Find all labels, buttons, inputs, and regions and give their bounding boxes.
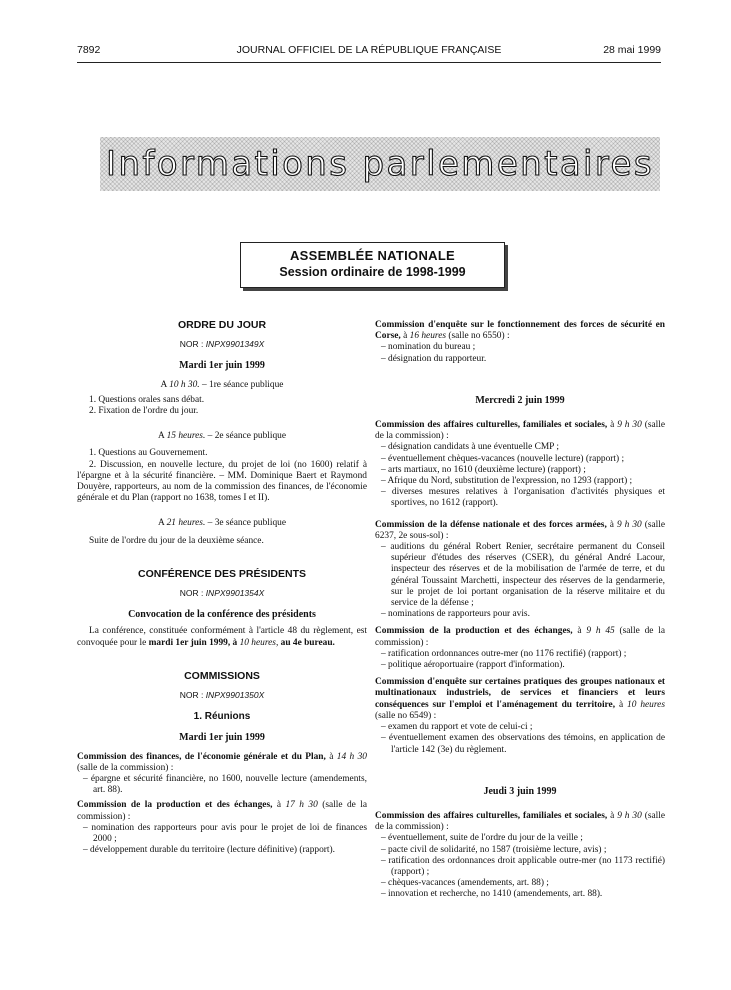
sitting-date: Jeudi 3 juin 1999 bbox=[483, 785, 557, 797]
commission-heading: Commission d'enquête sur le fonctionnement des forces de sécurité en Corse, à 16 heures (salle no 6550) : bbox=[375, 320, 665, 342]
meeting-item: – éventuellement examen des observations des témoins, en application de l'article 142 (3e) du règlement. bbox=[381, 733, 665, 755]
meeting-item: – épargne et sécurité financière, no 1600, nouvelle lecture (amendements, art. 88). bbox=[83, 774, 367, 796]
convocation-text: La conférence, constituée conformément à l'article 48 du règlement, est convoquée pour le mardi 1er juin 1999, à 10 heures, au 4e bureau. bbox=[77, 626, 367, 648]
meeting-item: – auditions du général Robert Renier, secrétaire permanent du Conseil supérieur d'études des réserves (CSER), du général André Lacour, inspecteur des réserves et de la mobilisation de l'armée de terre, et du général Toussaint Marchetti, inspecteur des réserves de la gendarmerie, sur le projet de loi portant organisation de la réserve militaire et du service de la défense ; bbox=[381, 542, 665, 609]
meeting-item: – nomination du bureau ; bbox=[381, 342, 476, 353]
section-title: COMMISSIONS bbox=[184, 669, 260, 682]
agenda-item: 2. Fixation de l'ordre du jour. bbox=[89, 406, 199, 417]
commission-heading: Commission de la production et des échanges, à 9 h 45 (salle de la commission) : bbox=[375, 626, 665, 648]
meeting-item: – nomination des rapporteurs pour avis pour le projet de loi de finances 2000 ; bbox=[83, 822, 367, 845]
left-column bbox=[77, 320, 367, 857]
right-column bbox=[375, 320, 665, 901]
running-header bbox=[77, 44, 661, 58]
meeting-item: – politique aéroportuaire (rapport d'information). bbox=[381, 660, 565, 671]
meeting-item: – désignation du rapporteur. bbox=[381, 353, 487, 364]
issue-date: 28 mai 1999 bbox=[603, 44, 661, 56]
header-rule bbox=[77, 62, 661, 63]
sitting-heading: A 21 heures. – 3e séance publique bbox=[157, 518, 287, 529]
section-title: CONFÉRENCE DES PRÉSIDENTS bbox=[137, 567, 307, 580]
session-name: Session ordinaire de 1998-1999 bbox=[279, 265, 466, 279]
meeting-item: – diverses mesures relatives à l'organisation d'activités physiques et sportives, no 1612 (rapport). bbox=[381, 487, 665, 509]
section-banner bbox=[100, 137, 660, 191]
meeting-item: – éventuellement, suite de l'ordre du jour de la veille ; bbox=[381, 833, 583, 844]
sitting-heading: A 15 heures. – 2e séance publique bbox=[157, 431, 287, 442]
meeting-item: – désignation candidats à une éventuelle CMP ; bbox=[381, 442, 559, 453]
chamber-box bbox=[240, 242, 505, 288]
journal-title: JOURNAL OFFICIEL DE LA RÉPUBLIQUE FRANÇAISE bbox=[236, 44, 502, 56]
meeting-item: – Afrique du Nord, substitution de l'expression, no 1293 (rapport) ; bbox=[381, 476, 633, 487]
meeting-item: – chèques-vacances (amendements, art. 88) ; bbox=[381, 878, 549, 889]
meeting-item: – arts martiaux, no 1610 (deuxième lecture) (rapport) ; bbox=[381, 464, 586, 475]
commission-heading: Commission des finances, de l'économie générale et du Plan, à 14 h 30 (salle de la commission) : bbox=[77, 751, 367, 773]
sitting-date: Mercredi 2 juin 1999 bbox=[475, 394, 565, 406]
commission-heading: Commission de la production et des échanges, à 17 h 30 (salle de la commission) : bbox=[77, 800, 367, 822]
sitting-heading: A 10 h 30. – 1re séance publique bbox=[160, 379, 284, 390]
sitting-date: Mardi 1er juin 1999 bbox=[179, 360, 265, 372]
nor-reference: NOR : INPX9901349X bbox=[179, 339, 265, 350]
page-number: 7892 bbox=[77, 44, 101, 56]
commission-heading: Commission des affaires culturelles, familiales et sociales, à 9 h 30 (salle de la commission) : bbox=[375, 810, 665, 833]
nor-reference: NOR : INPX9901350X bbox=[179, 690, 265, 701]
agenda-text: Suite de l'ordre du jour de la deuxième séance. bbox=[89, 535, 264, 546]
agenda-item: 2. Discussion, en nouvelle lecture, du projet de loi (no 1600) relatif à l'épargne et à la sécurité financière. – MM. Dominique Baert et Raymond Douyère, rapporteurs, au nom de la commission des finances, de l'économie générale et du Plan (rapport no 1638, tomes I et II). bbox=[77, 459, 367, 504]
meeting-item: – examen du rapport et vote de celui-ci ; bbox=[381, 722, 533, 733]
meeting-item: – ratification des ordonnances droit applicable outre-mer (no 1173 rectifié) (rapport) ; bbox=[381, 855, 665, 877]
meeting-item: – innovation et recherche, no 1410 (amendements, art. 88). bbox=[381, 889, 603, 900]
banner-title: Informations parlementaires bbox=[106, 144, 654, 184]
section-title: ORDRE DU JOUR bbox=[177, 319, 267, 331]
agenda-item: 1. Questions orales sans débat. bbox=[89, 394, 205, 405]
meeting-item: – pacte civil de solidarité, no 1587 (troisième lecture, avis) ; bbox=[381, 844, 607, 855]
nor-reference: NOR : INPX9901354X bbox=[179, 588, 265, 599]
commission-heading: Commission d'enquête sur certaines pratiques des groupes nationaux et multinationaux industriels, de services et financiers et leurs conséquences sur l'emploi et l'aménagement du territoire, à 10 heures (salle no 6549) : bbox=[375, 677, 665, 721]
meeting-item: – ratification ordonnances outre-mer (no 1176 rectifié) (rapport) ; bbox=[381, 648, 627, 659]
sitting-date: Mardi 1er juin 1999 bbox=[179, 732, 265, 744]
section-subtitle: Convocation de la conférence des présidents bbox=[128, 609, 316, 621]
agenda-item: 1. Questions au Gouvernement. bbox=[89, 448, 208, 459]
commission-heading: Commission de la défense nationale et des forces armées, à 9 h 30 (salle 6237, 2e sous-sol) : bbox=[375, 519, 665, 541]
meeting-item: – éventuellement chèques-vacances (nouvelle lecture) (rapport) ; bbox=[381, 453, 625, 464]
section-subtitle: 1. Réunions bbox=[193, 711, 251, 723]
meeting-item: – développement durable du territoire (lecture définitive) (rapport). bbox=[83, 845, 335, 856]
meeting-item: – nominations de rapporteurs pour avis. bbox=[381, 609, 530, 620]
commission-heading: Commission des affaires culturelles, familiales et sociales, à 9 h 30 (salle de la commission) : bbox=[375, 420, 665, 442]
chamber-name: ASSEMBLÉE NATIONALE bbox=[289, 248, 456, 263]
